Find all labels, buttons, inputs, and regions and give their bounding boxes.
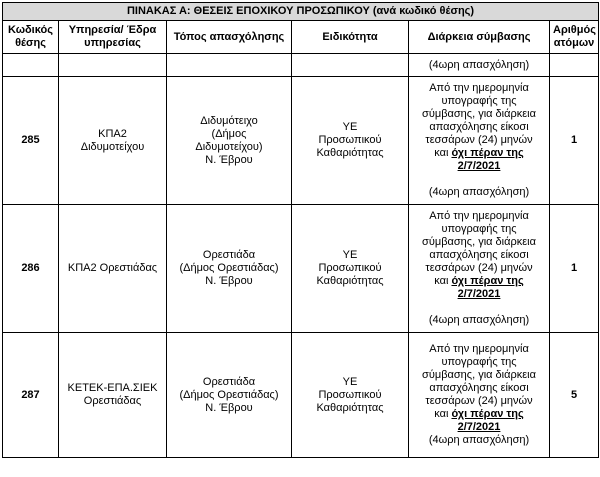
- duration-note: (4ωρη απασχόληση): [428, 434, 530, 446]
- service-line: ΚΠΑ2 Ορεστιάδας: [67, 262, 158, 274]
- row-service: [59, 205, 167, 333]
- place-line: Ν. Έβρου: [205, 401, 253, 414]
- row-code: 285: [3, 77, 59, 205]
- duration-line: τεσσάρων (24) μηνών: [425, 395, 533, 407]
- cont-specialty-cell: [292, 54, 409, 77]
- cont-place-cell: [167, 54, 292, 77]
- table-row: [3, 205, 599, 333]
- cont-duration-cell: (4ωρη απασχόληση): [409, 54, 550, 77]
- row-duration: [409, 205, 550, 333]
- header-count-line2: ατόμων: [553, 37, 595, 49]
- row-place: [167, 77, 292, 205]
- header-service-line1: Υπηρεσία/ Έδρα: [68, 24, 157, 36]
- spacer: [412, 301, 546, 314]
- service-line: ΚΠΑ2: [98, 127, 127, 140]
- header-service-line2: υπηρεσίας: [84, 37, 141, 49]
- header-count-line1: Αριθμός: [553, 24, 596, 36]
- duration-line: τεσσάρων (24) μηνών: [425, 134, 533, 146]
- row-service: [59, 333, 167, 458]
- place-line: Ν. Έβρου: [205, 275, 253, 287]
- row-specialty: [292, 333, 409, 458]
- duration-note: (4ωρη απασχόληση): [428, 314, 530, 326]
- duration-and: και: [434, 408, 449, 420]
- table-title: ΠΙΝΑΚΑΣ Α: ΘΕΣΕΙΣ ΕΠΟΧΙΚΟΥ ΠΡΟΣΩΠΙΚΟΥ (ανά κωδικό θέσης): [3, 3, 599, 21]
- duration-deadline: όχι πέραν της: [451, 275, 524, 287]
- service-line: Διδυμοτείχου: [80, 140, 145, 153]
- row-count: 1: [550, 77, 599, 205]
- cont-code-cell: [3, 54, 59, 77]
- duration-line: σύμβασης, για διάρκεια: [422, 108, 536, 120]
- header-code-line2: θέσης: [15, 37, 46, 49]
- duration-date: 2/7/2021: [457, 160, 501, 172]
- table-title-row: [3, 3, 599, 21]
- duration-line: σύμβασης, για διάρκεια: [422, 236, 536, 248]
- service-line: ΚΕΤΕΚ-ΕΠΑ.ΣΙΕΚ: [67, 382, 158, 394]
- table-row: [3, 333, 599, 458]
- specialty-line: Καθαριότητας: [316, 275, 384, 287]
- row-count: 1: [550, 205, 599, 333]
- specialty-line: Προσωπικού: [318, 388, 382, 401]
- duration-line: Από την ημερομηνία: [429, 82, 529, 94]
- cont-service-cell: [59, 54, 167, 77]
- row-place: [167, 205, 292, 333]
- place-line: Ορεστιάδα: [202, 249, 256, 261]
- row-duration: [409, 333, 550, 458]
- row-duration: [409, 77, 550, 205]
- duration-line: Από την ημερομηνία: [429, 210, 529, 222]
- duration-line: απασχόλησης είκοσι: [429, 382, 529, 394]
- duration-date: 2/7/2021: [457, 421, 501, 433]
- specialty-line: ΥΕ: [342, 121, 358, 133]
- header-specialty: Ειδικότητα: [292, 21, 409, 54]
- duration-and: και: [434, 275, 449, 287]
- cont-count-cell: [550, 54, 599, 77]
- duration-deadline: όχι πέραν της: [451, 408, 524, 420]
- specialty-line: ΥΕ: [342, 249, 358, 261]
- duration-deadline: όχι πέραν της: [451, 147, 524, 159]
- place-line: Διδυμότειχο: [200, 114, 258, 127]
- row-place: [167, 333, 292, 458]
- place-line: Ορεστιάδα: [202, 375, 256, 388]
- header-code-line1: Κωδικός: [8, 24, 53, 36]
- row-specialty: [292, 205, 409, 333]
- duration-line: σύμβασης, για διάρκεια: [422, 369, 536, 381]
- specialty-line: Προσωπικού: [318, 134, 382, 146]
- row-count: 5: [550, 333, 599, 458]
- place-line: (Δήμος Ορεστιάδας): [179, 388, 279, 401]
- header-place: Τόπος απασχόλησης: [167, 21, 292, 54]
- duration-date: 2/7/2021: [457, 288, 501, 300]
- duration-line: απασχόλησης είκοσι: [429, 121, 529, 133]
- service-line: Ορεστιάδας: [83, 395, 142, 407]
- place-line: (Δήμος Ορεστιάδας): [179, 262, 279, 274]
- duration-line: υπογραφής της: [441, 356, 517, 368]
- table-row: [3, 77, 599, 205]
- specialty-line: Καθαριότητας: [316, 147, 384, 159]
- duration-line: υπογραφής της: [441, 95, 517, 107]
- row-specialty: [292, 77, 409, 205]
- continuation-row: [3, 54, 599, 77]
- specialty-line: Προσωπικού: [318, 262, 382, 274]
- duration-line: Από την ημερομηνία: [429, 343, 529, 355]
- row-service: [59, 77, 167, 205]
- header-service: [59, 21, 167, 54]
- row-code: 286: [3, 205, 59, 333]
- specialty-line: Καθαριότητας: [316, 401, 384, 414]
- positions-table: [2, 2, 599, 458]
- duration-line: τεσσάρων (24) μηνών: [425, 262, 533, 274]
- duration-note: (4ωρη απασχόληση): [428, 186, 530, 198]
- header-duration: Διάρκεια σύμβασης: [409, 21, 550, 54]
- place-line: Διδυμοτείχου): [195, 140, 263, 153]
- duration-and: και: [434, 147, 449, 159]
- place-line: Ν. Έβρου: [205, 153, 253, 166]
- row-code: 287: [3, 333, 59, 458]
- duration-line: απασχόλησης είκοσι: [429, 249, 529, 261]
- header-code: [3, 21, 59, 54]
- spacer: [412, 173, 546, 186]
- header-count: [550, 21, 599, 54]
- place-line: (Δήμος: [211, 127, 247, 140]
- duration-line: υπογραφής της: [441, 223, 517, 235]
- specialty-line: ΥΕ: [342, 375, 358, 388]
- header-row: [3, 21, 599, 54]
